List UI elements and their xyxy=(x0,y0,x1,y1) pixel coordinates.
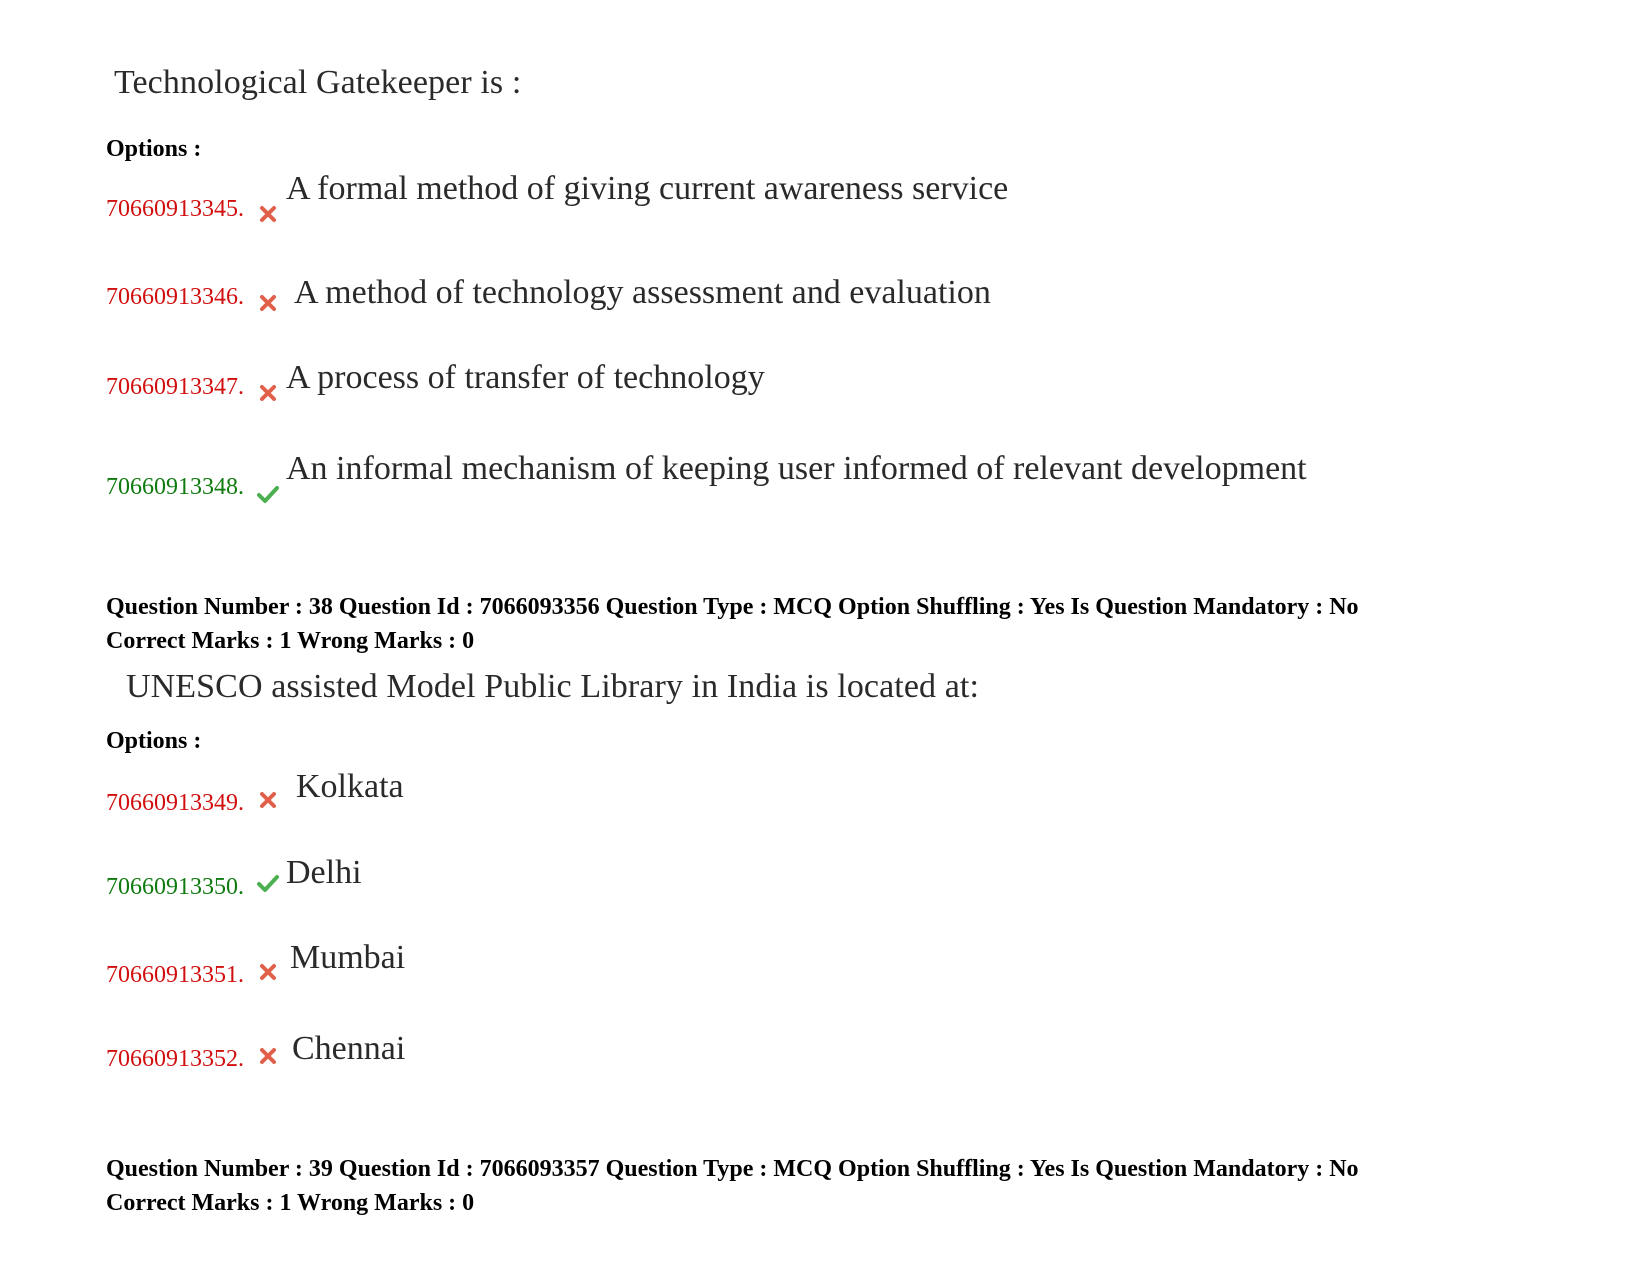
option-text: Chennai xyxy=(292,1030,406,1067)
option-text: Kolkata xyxy=(296,768,404,805)
option-row xyxy=(106,790,244,817)
option-id: 70660913346. xyxy=(106,284,244,310)
option-id: 70660913349. xyxy=(106,790,244,816)
option-id: 70660913352. xyxy=(106,1046,244,1072)
option-row xyxy=(106,874,244,901)
cross-icon xyxy=(259,1047,277,1065)
cross-icon xyxy=(259,384,277,402)
cross-icon xyxy=(259,791,277,809)
options-label: Options : xyxy=(106,728,202,754)
option-row xyxy=(106,374,244,401)
option-row xyxy=(106,284,244,311)
question-text: Technological Gatekeeper is : xyxy=(114,64,522,101)
check-icon xyxy=(256,873,280,893)
option-id: 70660913351. xyxy=(106,962,244,988)
option-text: Delhi xyxy=(286,854,362,891)
option-text: A method of technology assessment and evaluation xyxy=(294,274,991,311)
option-id: 70660913350. xyxy=(106,874,244,900)
question-marks: Correct Marks : 1 Wrong Marks : 0 xyxy=(106,1190,475,1216)
cross-icon xyxy=(259,205,277,223)
question-marks: Correct Marks : 1 Wrong Marks : 0 xyxy=(106,628,475,654)
check-icon xyxy=(256,484,280,504)
option-text: A formal method of giving current awareness service xyxy=(286,170,1009,207)
question-meta: Question Number : 39 Question Id : 7066093357 Question Type : MCQ Option Shuffling : Yes Is Question Mandatory : No xyxy=(106,1156,1359,1182)
option-row xyxy=(106,962,244,989)
cross-icon xyxy=(259,294,277,312)
option-text: A process of transfer of technology xyxy=(286,359,765,396)
question-text: UNESCO assisted Model Public Library in India is located at: xyxy=(126,668,980,705)
cross-icon xyxy=(259,963,277,981)
option-row xyxy=(106,1046,244,1073)
options-label: Options : xyxy=(106,136,202,162)
option-text: An informal mechanism of keeping user informed of relevant development xyxy=(286,450,1307,487)
option-id: 70660913347. xyxy=(106,374,244,400)
question-meta: Question Number : 38 Question Id : 7066093356 Question Type : MCQ Option Shuffling : Yes Is Question Mandatory : No xyxy=(106,594,1359,620)
option-row xyxy=(106,474,244,501)
option-text: Mumbai xyxy=(290,939,406,976)
option-id: 70660913345. xyxy=(106,196,244,222)
option-id: 70660913348. xyxy=(106,474,244,500)
option-row xyxy=(106,196,244,223)
